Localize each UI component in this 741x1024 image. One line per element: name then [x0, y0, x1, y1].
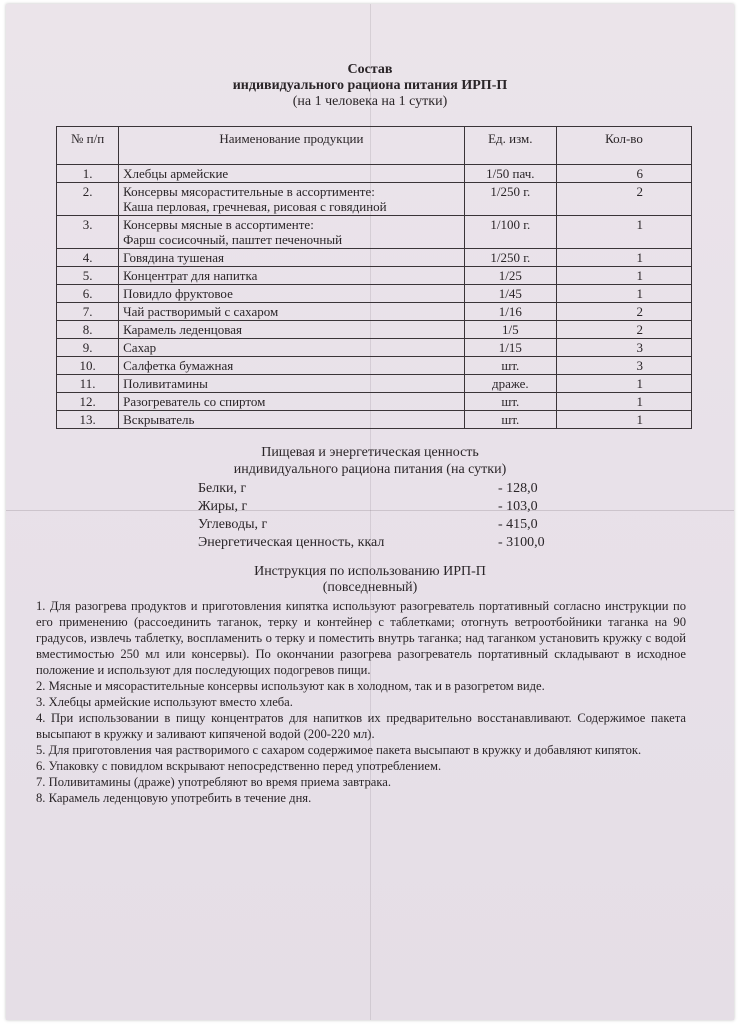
- nutrition-value: - 415,0: [498, 517, 538, 532]
- instructions-list: [36, 598, 686, 806]
- table-row: [57, 183, 692, 216]
- instruction-item: 3. Хлебцы армейские используют вместо хлеба.: [36, 695, 293, 709]
- nutrition-row: [198, 534, 568, 552]
- instruction-item: 8. Карамель леденцовую употребить в течение дня.: [36, 791, 312, 805]
- column-header-number: № п/п: [57, 127, 119, 165]
- cell-name: [119, 183, 465, 216]
- cell-number: 10.: [57, 357, 119, 375]
- cell-number: 13.: [57, 411, 119, 429]
- instruction-item: 7. Поливитамины (драже) употребляют во время приема завтрака.: [36, 775, 392, 789]
- cell-name-line: Фарш сосисочный, паштет печеночный: [123, 232, 343, 247]
- cell-unit: 1/25: [464, 267, 556, 285]
- cell-unit: шт.: [464, 393, 556, 411]
- nutrition-title: Пищевая и энергетическая ценность: [261, 445, 479, 460]
- nutrition-label: Энергетическая ценность, ккал: [198, 535, 385, 550]
- nutrition-value: - 103,0: [498, 499, 538, 514]
- instruction-item: 2. Мясные и мясорастительные консервы используют как в холодном, так и в разогретом виде.: [36, 679, 545, 693]
- table-row: [57, 375, 692, 393]
- cell-unit: 1/250 г.: [464, 183, 556, 216]
- cell-quantity: 2: [556, 303, 691, 321]
- table-row: [57, 339, 692, 357]
- cell-name-line: Консервы мясные в ассортименте:: [123, 217, 314, 232]
- instruction-item: 4. При использовании в пищу концентратов для напитков их предварительно восстанавливают. Содержимое пакета высыпают в кружку и заливают кипяченой водой (200-220 мл).: [36, 711, 686, 741]
- cell-name: Сахар: [119, 339, 465, 357]
- table-row: [57, 411, 692, 429]
- cell-unit: 1/45: [464, 285, 556, 303]
- column-header-name: Наименование продукции: [119, 127, 465, 165]
- cell-quantity: 1: [556, 267, 691, 285]
- nutrition-row: [198, 516, 568, 534]
- cell-unit: 1/50 пач.: [464, 165, 556, 183]
- cell-name: Чай растворимый с сахаром: [119, 303, 465, 321]
- cell-number: 9.: [57, 339, 119, 357]
- cell-name: Концентрат для напитка: [119, 267, 465, 285]
- cell-number: 11.: [57, 375, 119, 393]
- nutrition-value: - 3100,0: [498, 535, 545, 550]
- cell-number: 8.: [57, 321, 119, 339]
- instructions-title: Инструкция по использованию ИРП-П: [254, 564, 486, 579]
- cell-name-line: Каша перловая, гречневая, рисовая с говядиной: [123, 199, 387, 214]
- document-subtitle: индивидуального рациона питания ИРП-П: [232, 78, 508, 93]
- table-row: [57, 357, 692, 375]
- cell-quantity: 2: [556, 321, 691, 339]
- cell-quantity: 1: [556, 393, 691, 411]
- table-row: [57, 321, 692, 339]
- table-row: [57, 303, 692, 321]
- cell-quantity: 2: [556, 183, 691, 216]
- cell-quantity: 1: [556, 285, 691, 303]
- table-row: [57, 249, 692, 267]
- cell-unit: 1/250 г.: [464, 249, 556, 267]
- cell-unit: драже.: [464, 375, 556, 393]
- cell-quantity: 1: [556, 216, 691, 249]
- cell-unit: 1/16: [464, 303, 556, 321]
- nutrition-label: Жиры, г: [198, 499, 248, 514]
- nutrition-label: Углеводы, г: [198, 517, 268, 532]
- cell-name-line: Консервы мясорастительные в ассортименте:: [123, 184, 375, 199]
- cell-name: Карамель леденцовая: [119, 321, 465, 339]
- cell-number: 6.: [57, 285, 119, 303]
- cell-name: Вскрыватель: [119, 411, 465, 429]
- instructions-subtitle: (повседневный): [322, 580, 418, 595]
- cell-quantity: 1: [556, 375, 691, 393]
- ration-table: [56, 126, 692, 429]
- cell-quantity: 6: [556, 165, 691, 183]
- nutrition-label: Белки, г: [198, 481, 247, 496]
- cell-number: 5.: [57, 267, 119, 285]
- table-header-row: [57, 127, 692, 165]
- title-block: [6, 62, 734, 110]
- cell-name: [119, 216, 465, 249]
- cell-unit: шт.: [464, 411, 556, 429]
- column-header-unit: Ед. изм.: [464, 127, 556, 165]
- table-row: [57, 216, 692, 249]
- cell-unit: 1/100 г.: [464, 216, 556, 249]
- nutrition-value: - 128,0: [498, 481, 538, 496]
- nutrition-row: [198, 480, 568, 498]
- cell-number: 7.: [57, 303, 119, 321]
- cell-number: 1.: [57, 165, 119, 183]
- cell-quantity: 3: [556, 357, 691, 375]
- nutrition-row: [198, 498, 568, 516]
- nutrition-subtitle: индивидуального рациона питания (на сутки): [233, 462, 507, 477]
- table-row: [57, 285, 692, 303]
- document-page: [6, 4, 734, 1020]
- cell-quantity: 3: [556, 339, 691, 357]
- cell-name: Поливитамины: [119, 375, 465, 393]
- cell-unit: шт.: [464, 357, 556, 375]
- column-header-quantity: Кол-во: [556, 127, 691, 165]
- cell-name: Разогреватель со спиртом: [119, 393, 465, 411]
- cell-unit: 1/5: [464, 321, 556, 339]
- cell-number: 12.: [57, 393, 119, 411]
- instruction-item: 1. Для разогрева продуктов и приготовления кипятка используют разогреватель портативный согласно инструкции по его применению (рассоединить таганок, терку и контейнер с таблетками; отогнуть ветроотбойники таганка на 90 градусов, извлечь таблетку, воспламенить о терку и поместить внутрь таганка; над таганком установить кружку с водой вместимостью 250 мл или консервы). По окончании разогрева разогреватель портативный складывают в исходное положение и используют для последующих подогревов пищи.: [36, 599, 686, 677]
- cell-name: Повидло фруктовое: [119, 285, 465, 303]
- document-title: Состав: [347, 62, 393, 77]
- cell-name: Говядина тушеная: [119, 249, 465, 267]
- table-row: [57, 393, 692, 411]
- cell-number: 3.: [57, 216, 119, 249]
- document-note: (на 1 человека на 1 сутки): [292, 94, 448, 109]
- instruction-item: 5. Для приготовления чая растворимого с сахаром содержимое пакета высыпают в кружку и добавляют кипяток.: [36, 743, 642, 757]
- instruction-item: 6. Упаковку с повидлом вскрывают непосредственно перед употреблением.: [36, 759, 442, 773]
- nutrition-heading: [6, 444, 734, 478]
- cell-number: 4.: [57, 249, 119, 267]
- instructions-heading: [6, 564, 734, 596]
- cell-quantity: 1: [556, 411, 691, 429]
- cell-unit: 1/15: [464, 339, 556, 357]
- table-row: [57, 267, 692, 285]
- cell-name: Хлебцы армейские: [119, 165, 465, 183]
- table-row: [57, 165, 692, 183]
- cell-name: Салфетка бумажная: [119, 357, 465, 375]
- cell-quantity: 1: [556, 249, 691, 267]
- cell-number: 2.: [57, 183, 119, 216]
- nutrition-list: [198, 480, 568, 552]
